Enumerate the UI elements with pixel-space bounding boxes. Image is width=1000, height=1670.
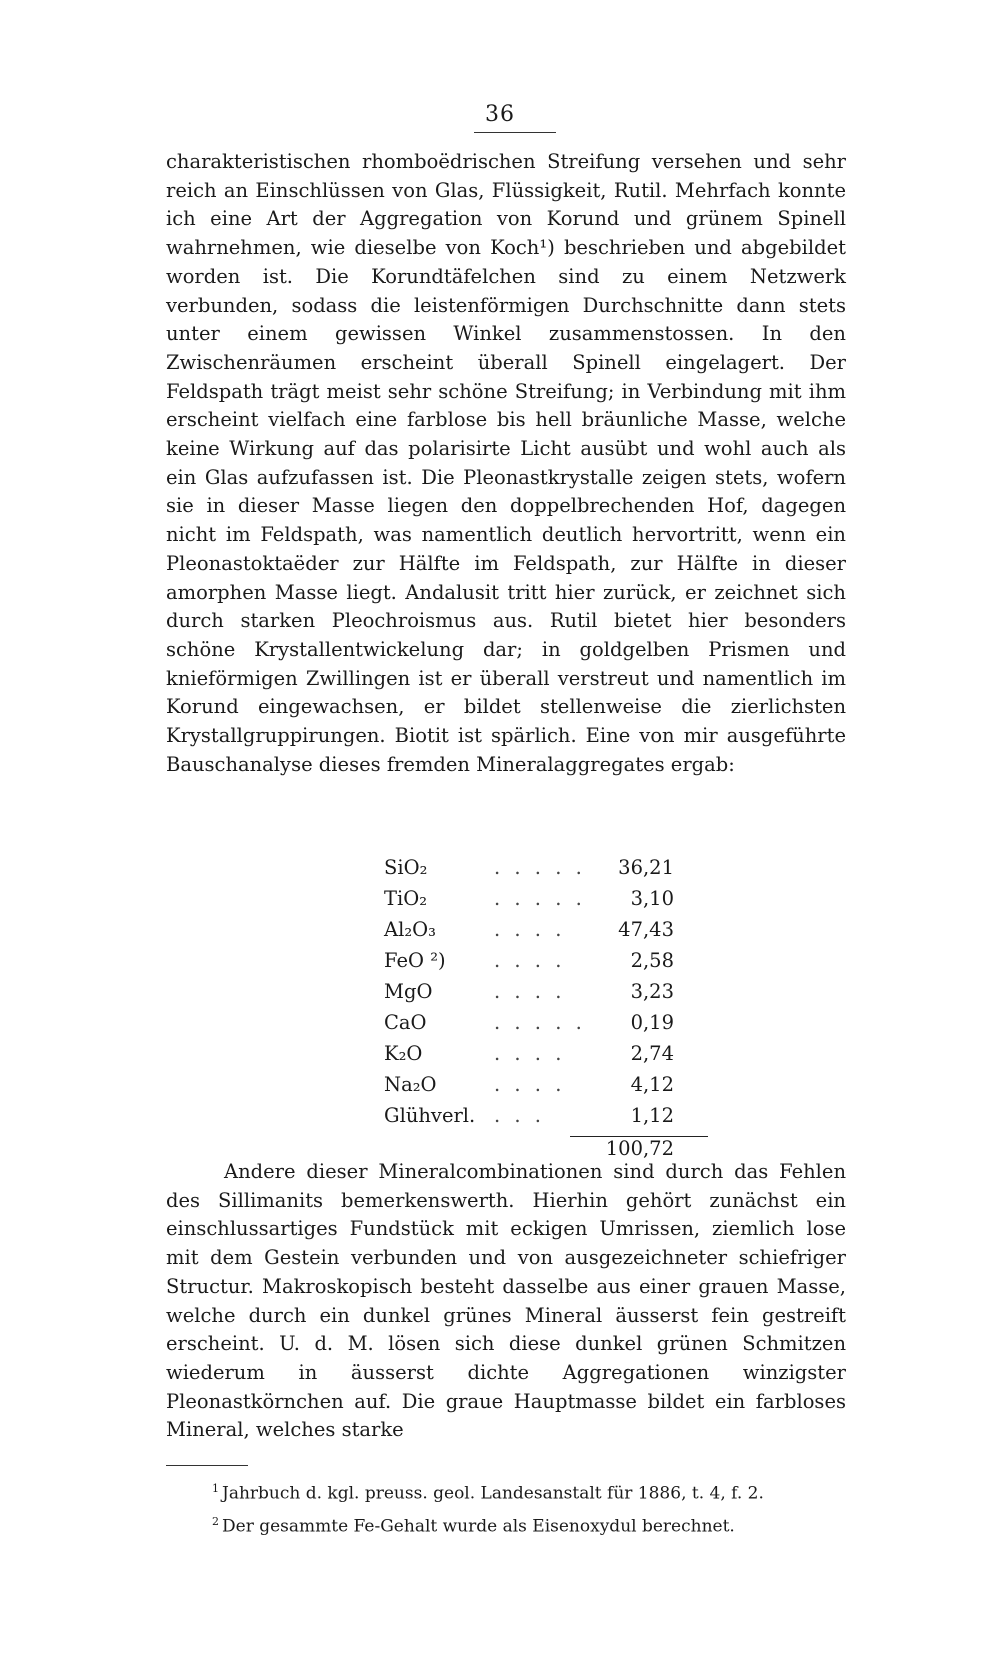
analysis-value: 3,10	[630, 887, 674, 910]
analysis-formula: MgO	[384, 980, 433, 1003]
analysis-value: 2,74	[630, 1042, 674, 1065]
sum-rule	[570, 1136, 708, 1137]
analysis-row	[384, 883, 674, 914]
analysis-row	[384, 976, 674, 1007]
body-paragraph-1: charakteristischen rhomboëdrischen Streifung versehen und sehr reich an Einschlüssen von Glas, Flüssigkeit, Rutil. Mehrfach konnte ich eine Art der Aggregation von Korund und grünem Spinell wahrnehmen, wie dieselbe von Koch¹) beschrieben und abgebildet worden ist. Die Korundtäfelchen sind zu einem Netzwerk verbunden, sodass die leistenförmigen Durchschnitte dann stets unter einem gewissen Winkel zusammenstossen. In den Zwischenräumen erscheint überall Spinell eingelagert. Der Feldspath trägt meist sehr schöne Streifung; in Verbindung mit ihm erscheint vielfach eine farblose bis hell bräunliche Masse, welche keine Wirkung auf das polarisirte Licht ausübt und wohl auch als ein Glas aufzufassen ist. Die Pleonastkrystalle zeigen stets, wofern sie in dieser Masse liegen den doppelbrechenden Hof, dagegen nicht im Feldspath, was namentlich deutlich hervortritt, wenn ein Pleonastoktaëder zur Hälfte im Feldspath, zur Hälfte in dieser amorphen Masse liegt. Andalusit tritt hier zurück, er zeichnet sich durch starken Pleochroismus aus. Rutil bietet hier besonders schöne Krystallentwickelung dar; in goldgelben Prismen und knieförmigen Zwillingen ist er überall verstreut und namentlich im Korund eingewachsen, er bildet stellenweise die zierlichsten Krystallgruppirungen. Biotit ist spärlich. Eine von mir ausgeführte Bauschanalyse dieses fremden Mineralaggregates ergab:	[166, 150, 846, 776]
analysis-formula: Na₂O	[384, 1073, 437, 1096]
footnote-mark: 2	[212, 1514, 219, 1528]
analysis-leader-dots: . . . . .	[494, 1011, 586, 1034]
body-paragraph-2: Andere dieser Mineralcombinationen sind durch das Fehlen des Sillimanits bemerkenswerth. Hierhin gehört zunächst ein einschlussartiges Fundstück mit eckigen Umrissen, ziemlich lose mit dem Gestein verbunden und von ausgezeichneter schiefriger Structur. Makroskopisch besteht dasselbe aus einer grauen Masse, welche durch ein dunkel grünes Mineral äusserst fein gestreift erscheint. U. d. M. lösen sich diese dunkel grünen Schmitzen wiederum in äusserst dichte Aggregationen winzigster Pleonastkörnchen auf. Die graue Hauptmasse bildet ein farbloses Mineral, welches starke	[166, 1160, 846, 1442]
analysis-row	[384, 1007, 674, 1038]
analysis-leader-dots: . . . .	[494, 980, 566, 1003]
analysis-leader-dots: . . . .	[494, 1073, 566, 1096]
analysis-leader-dots: . . . .	[494, 949, 566, 972]
analysis-row	[384, 1038, 674, 1069]
analysis-value: 0,19	[630, 1011, 674, 1034]
page-number: 36	[485, 102, 515, 127]
analysis-value: 3,23	[630, 980, 674, 1003]
footnote-2	[212, 1508, 892, 1541]
analysis-formula: TiO₂	[384, 887, 428, 910]
analysis-formula: Al₂O₃	[384, 918, 436, 941]
footnotes	[212, 1475, 892, 1540]
analysis-row	[384, 852, 674, 883]
analysis-row	[384, 1100, 674, 1131]
analysis-leader-dots: . . . .	[494, 918, 566, 941]
analysis-leader-dots: . . . . .	[494, 887, 586, 910]
analysis-total: 100,72	[605, 1137, 674, 1160]
analysis-row	[384, 914, 674, 945]
analysis-value: 4,12	[630, 1073, 674, 1096]
analysis-table	[384, 852, 674, 1164]
analysis-value: 1,12	[630, 1104, 674, 1127]
footnote-text: Der gesammte Fe-Gehalt wurde als Eisenoxydul berechnet.	[222, 1516, 735, 1537]
analysis-value: 36,21	[618, 856, 674, 879]
analysis-row	[384, 1069, 674, 1100]
analysis-leader-dots: . . .	[494, 1104, 545, 1127]
analysis-value: 2,58	[630, 949, 674, 972]
analysis-leader-dots: . . . . .	[494, 856, 586, 879]
analysis-row	[384, 945, 674, 976]
analysis-formula: SiO₂	[384, 856, 428, 879]
analysis-formula: FeO ²)	[384, 949, 446, 972]
footnote-text: Jahrbuch d. kgl. preuss. geol. Landesanstalt für 1886, t. 4, f. 2.	[222, 1483, 764, 1504]
analysis-value: 47,43	[618, 918, 674, 941]
analysis-formula: Glühverl.	[384, 1104, 476, 1127]
footnote-1	[212, 1475, 892, 1508]
footnote-mark: 1	[212, 1482, 219, 1495]
header-rule	[474, 132, 556, 133]
analysis-formula: CaO	[384, 1011, 427, 1034]
footnote-rule	[166, 1465, 248, 1466]
analysis-leader-dots: . . . .	[494, 1042, 566, 1065]
analysis-formula: K₂O	[384, 1042, 423, 1065]
